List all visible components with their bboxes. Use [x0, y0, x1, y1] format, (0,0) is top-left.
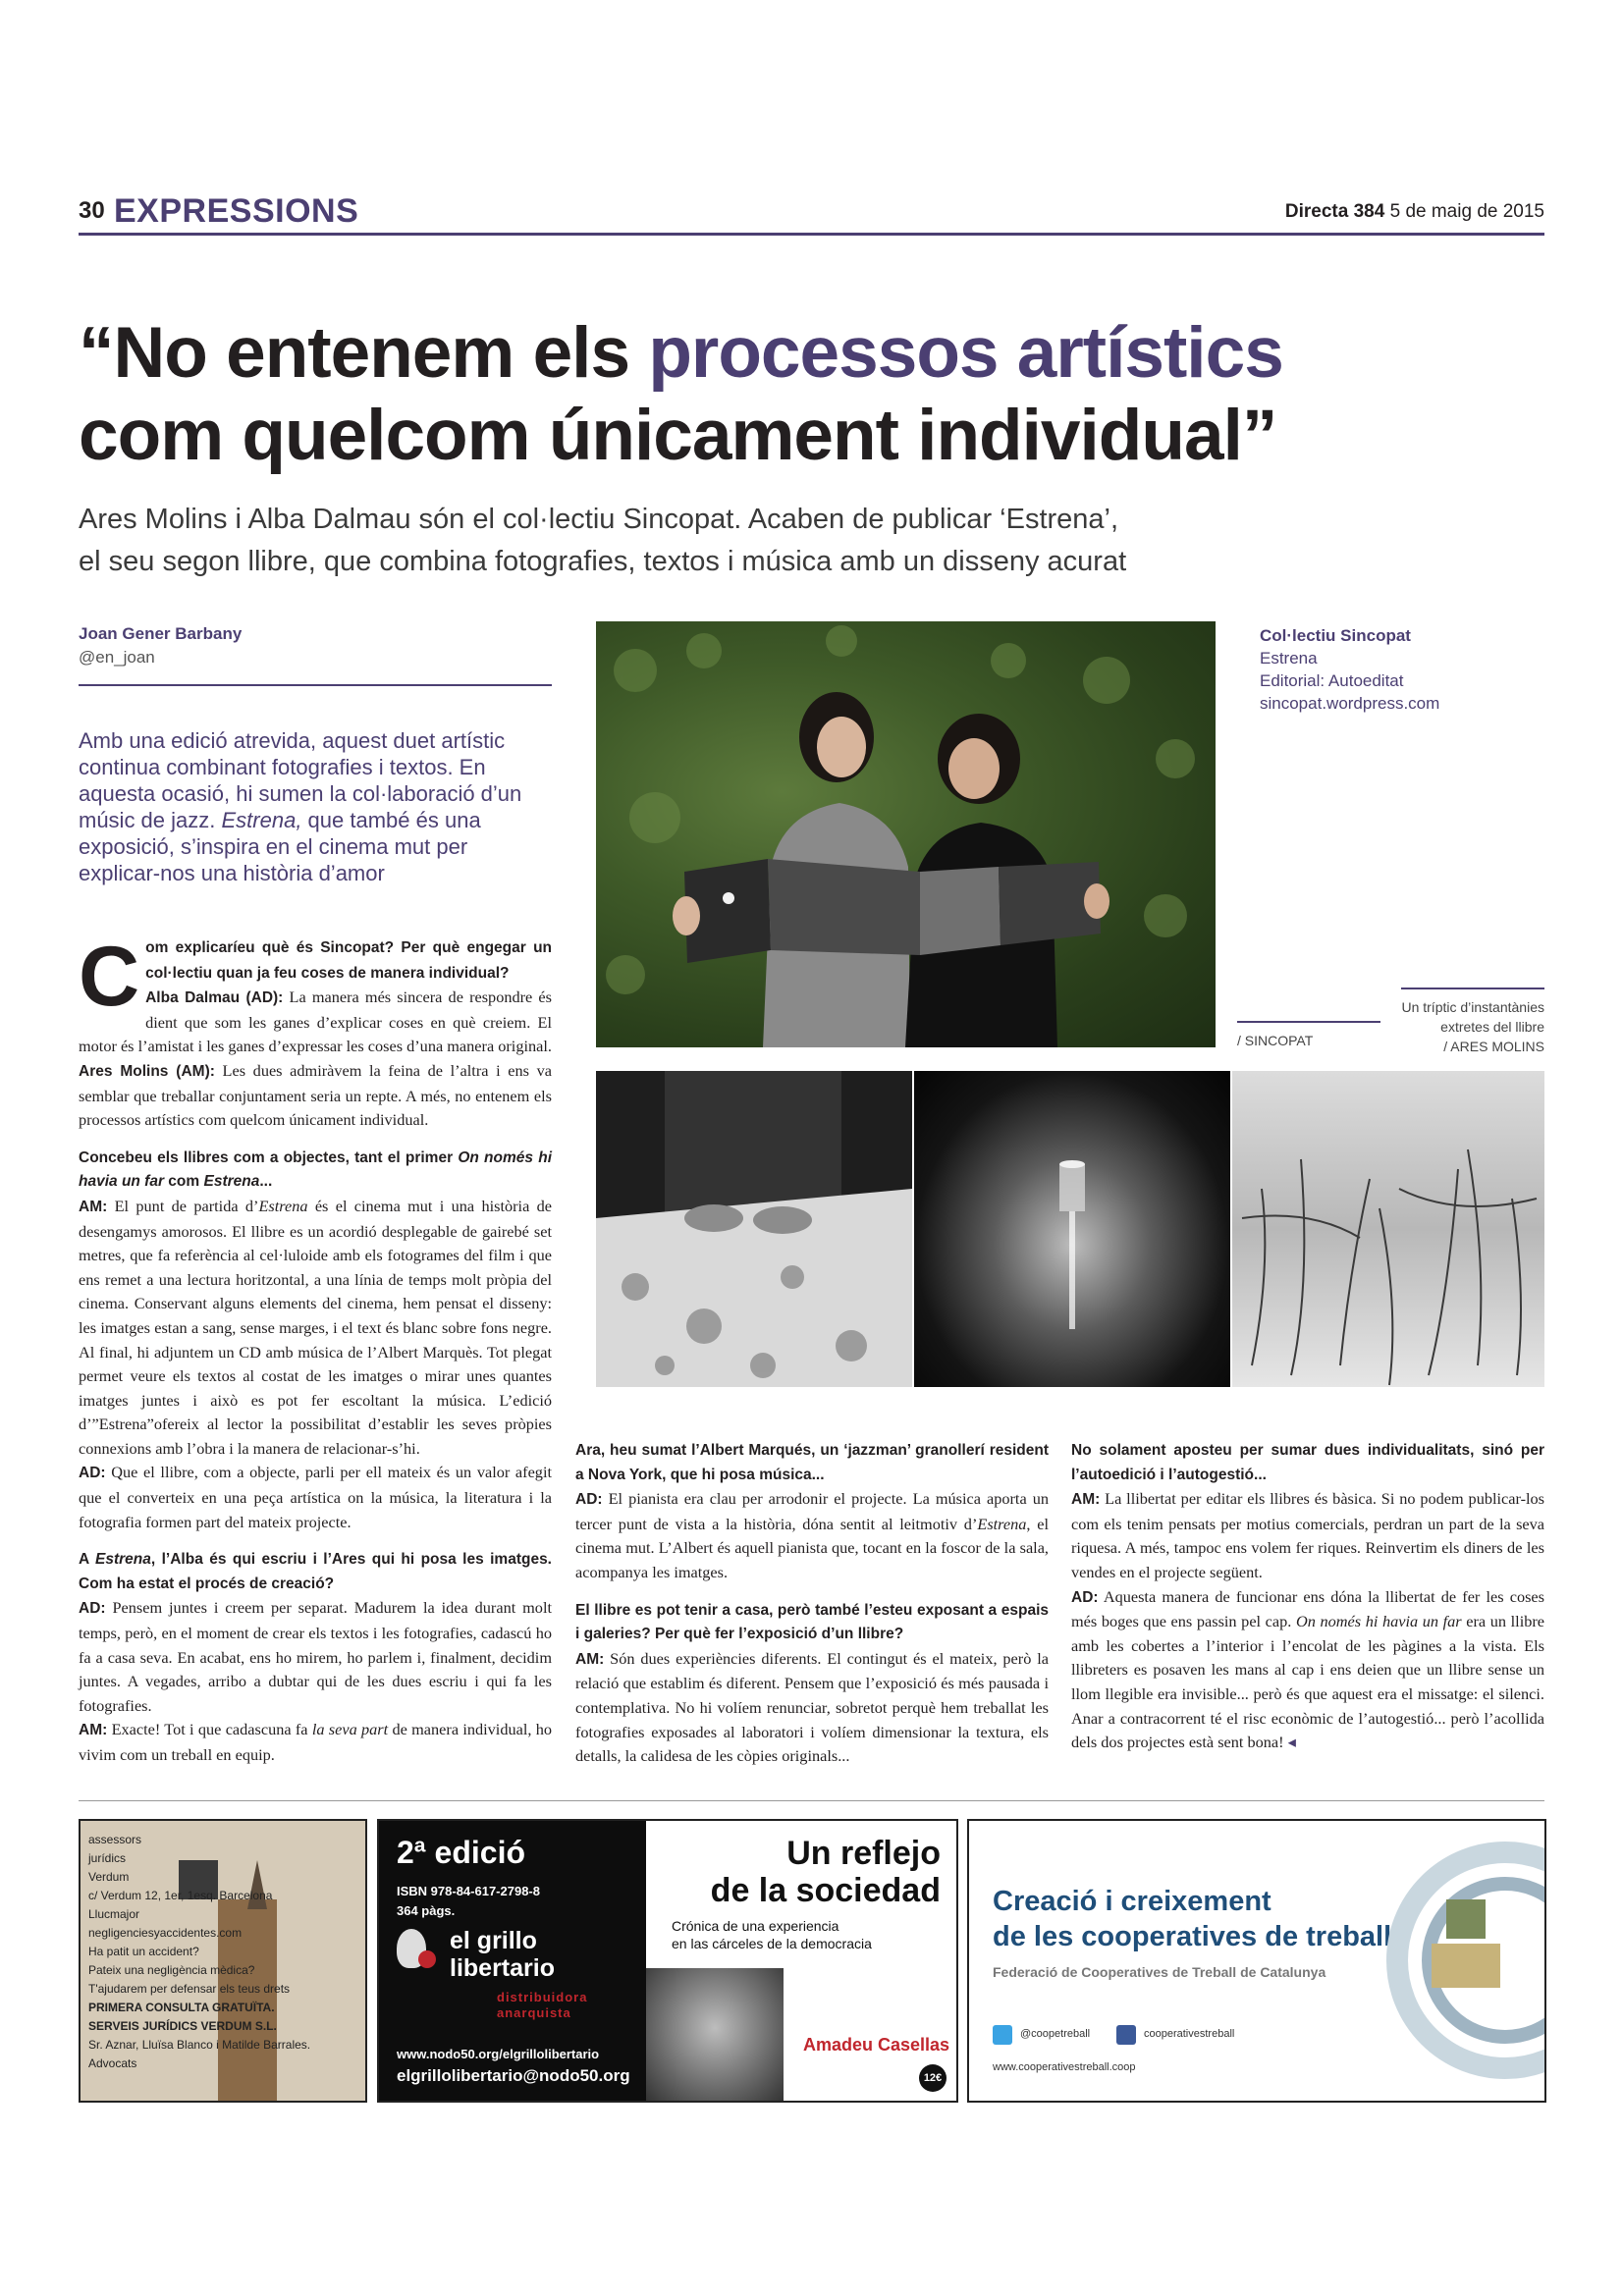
- ad1-line: Llucmajor: [88, 1907, 140, 1921]
- book-title: Estrena: [1260, 649, 1318, 667]
- standfirst: [79, 499, 1355, 583]
- ad3-facebook[interactable]: cooperativestreball: [1144, 2028, 1235, 2040]
- ad3-org: Federació de Cooperatives de Treball de Catalunya: [993, 1964, 1326, 1980]
- twitter-icon[interactable]: [993, 2025, 1012, 2045]
- standfirst-line-1: Ares Molins i Alba Dalmau són el col·lectiu Sincopat. Acaben de publicar ‘Estrena’,: [79, 504, 1119, 535]
- article-column-2: [575, 1439, 1049, 1769]
- ad2-subtitle-2: en las cárceles de la democracia: [672, 1936, 872, 1951]
- book-author: Col·lectiu Sincopat: [1260, 626, 1411, 645]
- triptych-photo-glass: [914, 1071, 1230, 1387]
- book-info: [1260, 624, 1439, 715]
- answer-6b-book: On només hi havia un far: [1295, 1612, 1462, 1631]
- answer-2c: Que el llibre, com a objecte, parli per ell mateix és un valor afegit que el converteix en una peça artística on la música, la literatura i la fotografia formen part del mateix projecte.: [79, 1463, 552, 1531]
- photo-credit-rule: [1237, 1021, 1380, 1023]
- caption-rule: [1401, 988, 1544, 989]
- triptych-caption-text: Un tríptic d’instantànies extretes del llibre: [1401, 999, 1544, 1035]
- speaker-label: AD:: [1071, 1588, 1099, 1606]
- question-2-text-b: com: [164, 1173, 204, 1191]
- ad2-pages: 364 pàgs.: [397, 1903, 456, 1918]
- answer-3b-b: de manera individual, ho vivim com un treball en equip.: [79, 1720, 553, 1764]
- ad2-title-1: Un reflejo: [786, 1835, 941, 1872]
- headline-part-2: com quelcom únicament individual”: [79, 396, 1277, 475]
- question-3: [79, 1548, 552, 1596]
- ad2-publisher-2: libertario: [450, 1954, 555, 1982]
- cooperative-emblem-icon: [1348, 1821, 1544, 2101]
- ad1-line: T'ajudarem per defensar els teus drets: [88, 1982, 291, 1996]
- ad1-line: assessors: [88, 1833, 142, 1846]
- article-column-3: [1071, 1439, 1544, 1755]
- question-5: El llibre es pot tenir a casa, però també l’esteu exposant a espais i galeries? Per què fer l’exposició d’un llibre?: [575, 1601, 1049, 1643]
- ad3-twitter[interactable]: @coopetreball: [1020, 2028, 1091, 2040]
- triptych-photo-reeds: [1232, 1071, 1544, 1387]
- standfirst-line-2: el seu segon llibre, que combina fotografies, textos i música amb un disseny acurat: [79, 546, 1127, 577]
- ad1-line: PRIMERA CONSULTA GRATUÏTA.: [88, 2001, 275, 2014]
- answer-6b-a: Aquesta manera de funcionar ens dóna la llibertat de fer les coses més boges que ens passin pel cap.: [1071, 1586, 1544, 1631]
- headline-part-1: “No entenem els: [79, 313, 649, 393]
- question-3-book: Estrena: [95, 1551, 151, 1569]
- publication-name: Directa 384: [1284, 201, 1385, 222]
- ad3-title-2: de les cooperatives de treball: [993, 1921, 1392, 1952]
- author-handle[interactable]: @en_joan: [79, 648, 155, 667]
- ad2-portrait: [646, 1968, 784, 2101]
- question-2: [79, 1147, 552, 1195]
- hands-photo-drawing: [596, 1071, 912, 1387]
- ad2-subtitle-1: Crónica de una experiencia: [672, 1918, 839, 1934]
- triptych-credit: / ARES MOLINS: [1443, 1039, 1544, 1054]
- ad2-author: Amadeu Casellas: [803, 2035, 950, 2055]
- intro-book-title: Estrena,: [221, 808, 302, 832]
- ad1-line: negligenciesyaccidentes.com: [88, 1926, 243, 1940]
- ad2-distributor-2: anarquista: [497, 2005, 571, 2020]
- glass-photo-drawing: [914, 1071, 1230, 1387]
- star-icon: [418, 1950, 436, 1968]
- ad-book-reflejo[interactable]: [377, 1819, 958, 2103]
- ad-legal-services[interactable]: [79, 1819, 367, 2103]
- triptych-caption: [1375, 997, 1544, 1056]
- answer-6b-b: era un llibre amb les cobertes a l’interior i l’encolat de les pàgines a la vista. Els llibreters es posaven les mans al cap i ens deien que un llibre sense un llom llegible era invisible... però és que aquest era el missatge: el silenci. Anar a contracorrent té el risc econòmic de l’autogestió... però l’acollida dels dos projectes està sent bona!: [1071, 1612, 1545, 1752]
- answer-3: Pensem juntes i creem per separat. Madurem la idea durant molt temps, però, en el moment de crear els textos i les fotografies, cadascú ho fa a casa seva. En acabat, ens ho mirem, ho parlem i, finalment, decidim juntes. A vegades, arribo a dubtar qui de les dues escriu i qui fa les fotografies.: [79, 1598, 552, 1715]
- intro-paragraph: [79, 727, 552, 886]
- answer-3b-a: Exacte! Tot i que cadascuna fa: [107, 1720, 312, 1739]
- ad-cooperatives[interactable]: [967, 1819, 1546, 2103]
- ad2-edition: 2ª edició: [397, 1835, 525, 1870]
- question-3-a: A: [79, 1551, 96, 1569]
- answer-1: La manera més sincera de respondre és dient que som les ganes d’explicar coses en què creiem. El motor és l’amistat i les ganes d’expressar les coses d’una manera original.: [79, 988, 552, 1056]
- answer-4b: , el cinema mut. L’Albert és aquell pianista que, tocant en la foscor de la sala, acompanya les imatges.: [575, 1514, 1050, 1581]
- section-title: EXPRESSIONS: [114, 192, 359, 230]
- end-mark: ◂: [1287, 1733, 1296, 1752]
- answer-6: La llibertat per editar els llibres és bàsica. Si no podem publicar-los com els tenim pensats per motius comercials, perdran un part de la seva riquesa. A més, tampoc ens volem fer riques. Reinvertim els diners de les vendes en el projecte següent.: [1071, 1489, 1544, 1581]
- main-photo: [596, 621, 1216, 1047]
- question-2-text: Concebeu els llibres com a objectes, tant el primer: [79, 1148, 459, 1166]
- ad1-line: Sr. Aznar, Lluïsa Blanco i Matilde Barrales. Advocats: [88, 2038, 311, 2070]
- triptych-photo-hands: [596, 1071, 912, 1387]
- facebook-icon[interactable]: [1116, 2025, 1136, 2045]
- intro-text-b: que també és una exposició, s’inspira en el cinema mut per explicar-nos una història d’amor: [79, 808, 481, 885]
- answer-3b-em: la seva part: [311, 1720, 389, 1739]
- answer-4a: El pianista era clau per arrodonir el projecte. La música aporta un tercer punt de vista a la història, dóna sentit al leitmotiv d’: [575, 1489, 1049, 1533]
- issue-info: [1285, 201, 1544, 223]
- main-photo-drawing: [596, 621, 1216, 1047]
- question-4: Ara, heu sumat l’Albert Marqués, un ‘jazzman’ granollerí resident a Nova York, que hi posa música...: [575, 1442, 1049, 1483]
- ad2-isbn: ISBN 978-84-617-2798-8: [397, 1884, 540, 1898]
- question-2-ellipsis: ...: [259, 1173, 273, 1191]
- question-1: om explicaríeu què és Sincopat? Per què engegar un col·lectiu quan ja feu coses de manera individual?: [145, 939, 552, 982]
- answer-2a: El punt de partida d’: [107, 1196, 259, 1215]
- ad1-line: SERVEIS JURÍDICS VERDUM S.L.: [88, 2019, 277, 2033]
- speaker-label: Ares Molins (AM):: [79, 1062, 215, 1080]
- ad3-web[interactable]: www.cooperativestreball.coop: [993, 2061, 1136, 2073]
- drop-cap: C: [79, 930, 140, 1024]
- author-name: Joan Gener Barbany: [79, 624, 243, 643]
- ad2-web[interactable]: www.nodo50.org/elgrillolibertario: [397, 2047, 600, 2061]
- speaker-label: AM:: [79, 1722, 108, 1739]
- reeds-photo-drawing: [1232, 1071, 1544, 1387]
- ad2-distributor-1: distribuidora: [497, 1990, 588, 2004]
- speaker-label: AD:: [79, 1465, 106, 1482]
- answer-4-book: Estrena: [977, 1514, 1027, 1533]
- question-3-b: , l’Alba és qui escriu i l’Ares qui hi posa les imatges. Com ha estat el procés de creació?: [79, 1551, 552, 1592]
- ad1-line: Verdum: [88, 1870, 130, 1884]
- answer-5: Són dues experiències diferents. El contingut és el mateix, però la relació que establim és diferent. Pensem que l’exposició és més pausada i contemplativa. No hi volíem renunciar, sobretot perquè hem treballat les fotografies exposades al laboratori i volíem dimensionar la textura, els detalls, la calidesa de les còpies originals...: [575, 1648, 1049, 1766]
- ad1-line: Ha patit un accident?: [88, 1945, 199, 1958]
- ad2-book-cover: [646, 1821, 956, 2101]
- headline-highlight: processos artístics: [648, 313, 1283, 393]
- speaker-label: AM:: [1071, 1491, 1101, 1509]
- answer-2b: és el cinema mut i una història de desengamys amorosos. El llibre es un acordió desplegable de gairebé set metres, que fa referència al cel·luloide amb els fotogrames del film i que ens remet a una lectura horitzontal, a una línia de temps molt pròpia del cinema. Conservant alguns elements del cinema, hem pensat el disseny: les imatges estan a sang, sense marges, i el text és blanc sobre fons negre. Al final, hi adjuntem un CD amb música de l’Albert Marquès. Tot plegat permet veure els textos al costat de les imatges o mirar unes quantes imatges juntes i això es pot fer escoltant la música. L’edició d’”Estrena”ofereix al lector la possibilitat d’establir les seves pròpies connexions amb l’obra i la manera de relacionar-s’hi.: [79, 1196, 552, 1458]
- answer-1b: Les dues admiràvem la feina de l’altra i ens va semblar que treballar conjuntament seria un repte. A més, no entenem els processos artístics com quelcom únicament individual.: [79, 1060, 552, 1130]
- speaker-label: Alba Dalmau (AD):: [145, 989, 284, 1007]
- speaker-label: AM:: [575, 1650, 605, 1668]
- book-publisher: Editorial: Autoeditat: [1260, 671, 1404, 690]
- page-number: 30: [79, 197, 105, 224]
- issue-date: 5 de maig de 2015: [1389, 201, 1544, 222]
- headline: [79, 312, 1551, 477]
- answer-2-book: Estrena: [258, 1196, 308, 1215]
- book-website[interactable]: sincopat.wordpress.com: [1260, 694, 1440, 713]
- question-6: No solament aposteu per sumar dues individualitats, sinó per l’autoedició i l’autogestió...: [1071, 1442, 1544, 1483]
- question-2-book-1: On només hi havia un far: [79, 1148, 552, 1191]
- ad2-title-2: de la sociedad: [710, 1872, 941, 1909]
- byline-rule: [79, 684, 552, 686]
- intro-text-a: Amb una edició atrevida, aquest duet artístic continua combinant fotografies i textos. En aquesta ocasió, hi sumen la col·laboració d’un músic de jazz.: [79, 728, 522, 832]
- ad3-title-1: Creació i creixement: [993, 1886, 1271, 1917]
- ad1-line: c/ Verdum 12, 1er, 1esq. Barcelona: [88, 1889, 273, 1902]
- ad1-line: Pateix una negligència mèdica?: [88, 1963, 255, 1977]
- ads-rule: [79, 1800, 1544, 1801]
- main-photo-credit: / SINCOPAT: [1237, 1033, 1314, 1048]
- speaker-label: AD:: [575, 1491, 603, 1509]
- header-rule: [79, 233, 1544, 236]
- speaker-label: AM:: [79, 1198, 108, 1215]
- ad1-line: jurídics: [88, 1851, 127, 1865]
- ad2-publisher-1: el grillo: [450, 1927, 537, 1954]
- ad2-price: 12€: [919, 2064, 947, 2092]
- article-column-1: [79, 930, 553, 1768]
- question-2-book-2: Estrena: [203, 1173, 260, 1191]
- speaker-label: AD:: [79, 1600, 106, 1618]
- ad2-email[interactable]: elgrillolibertario@nodo50.org: [397, 2066, 630, 2085]
